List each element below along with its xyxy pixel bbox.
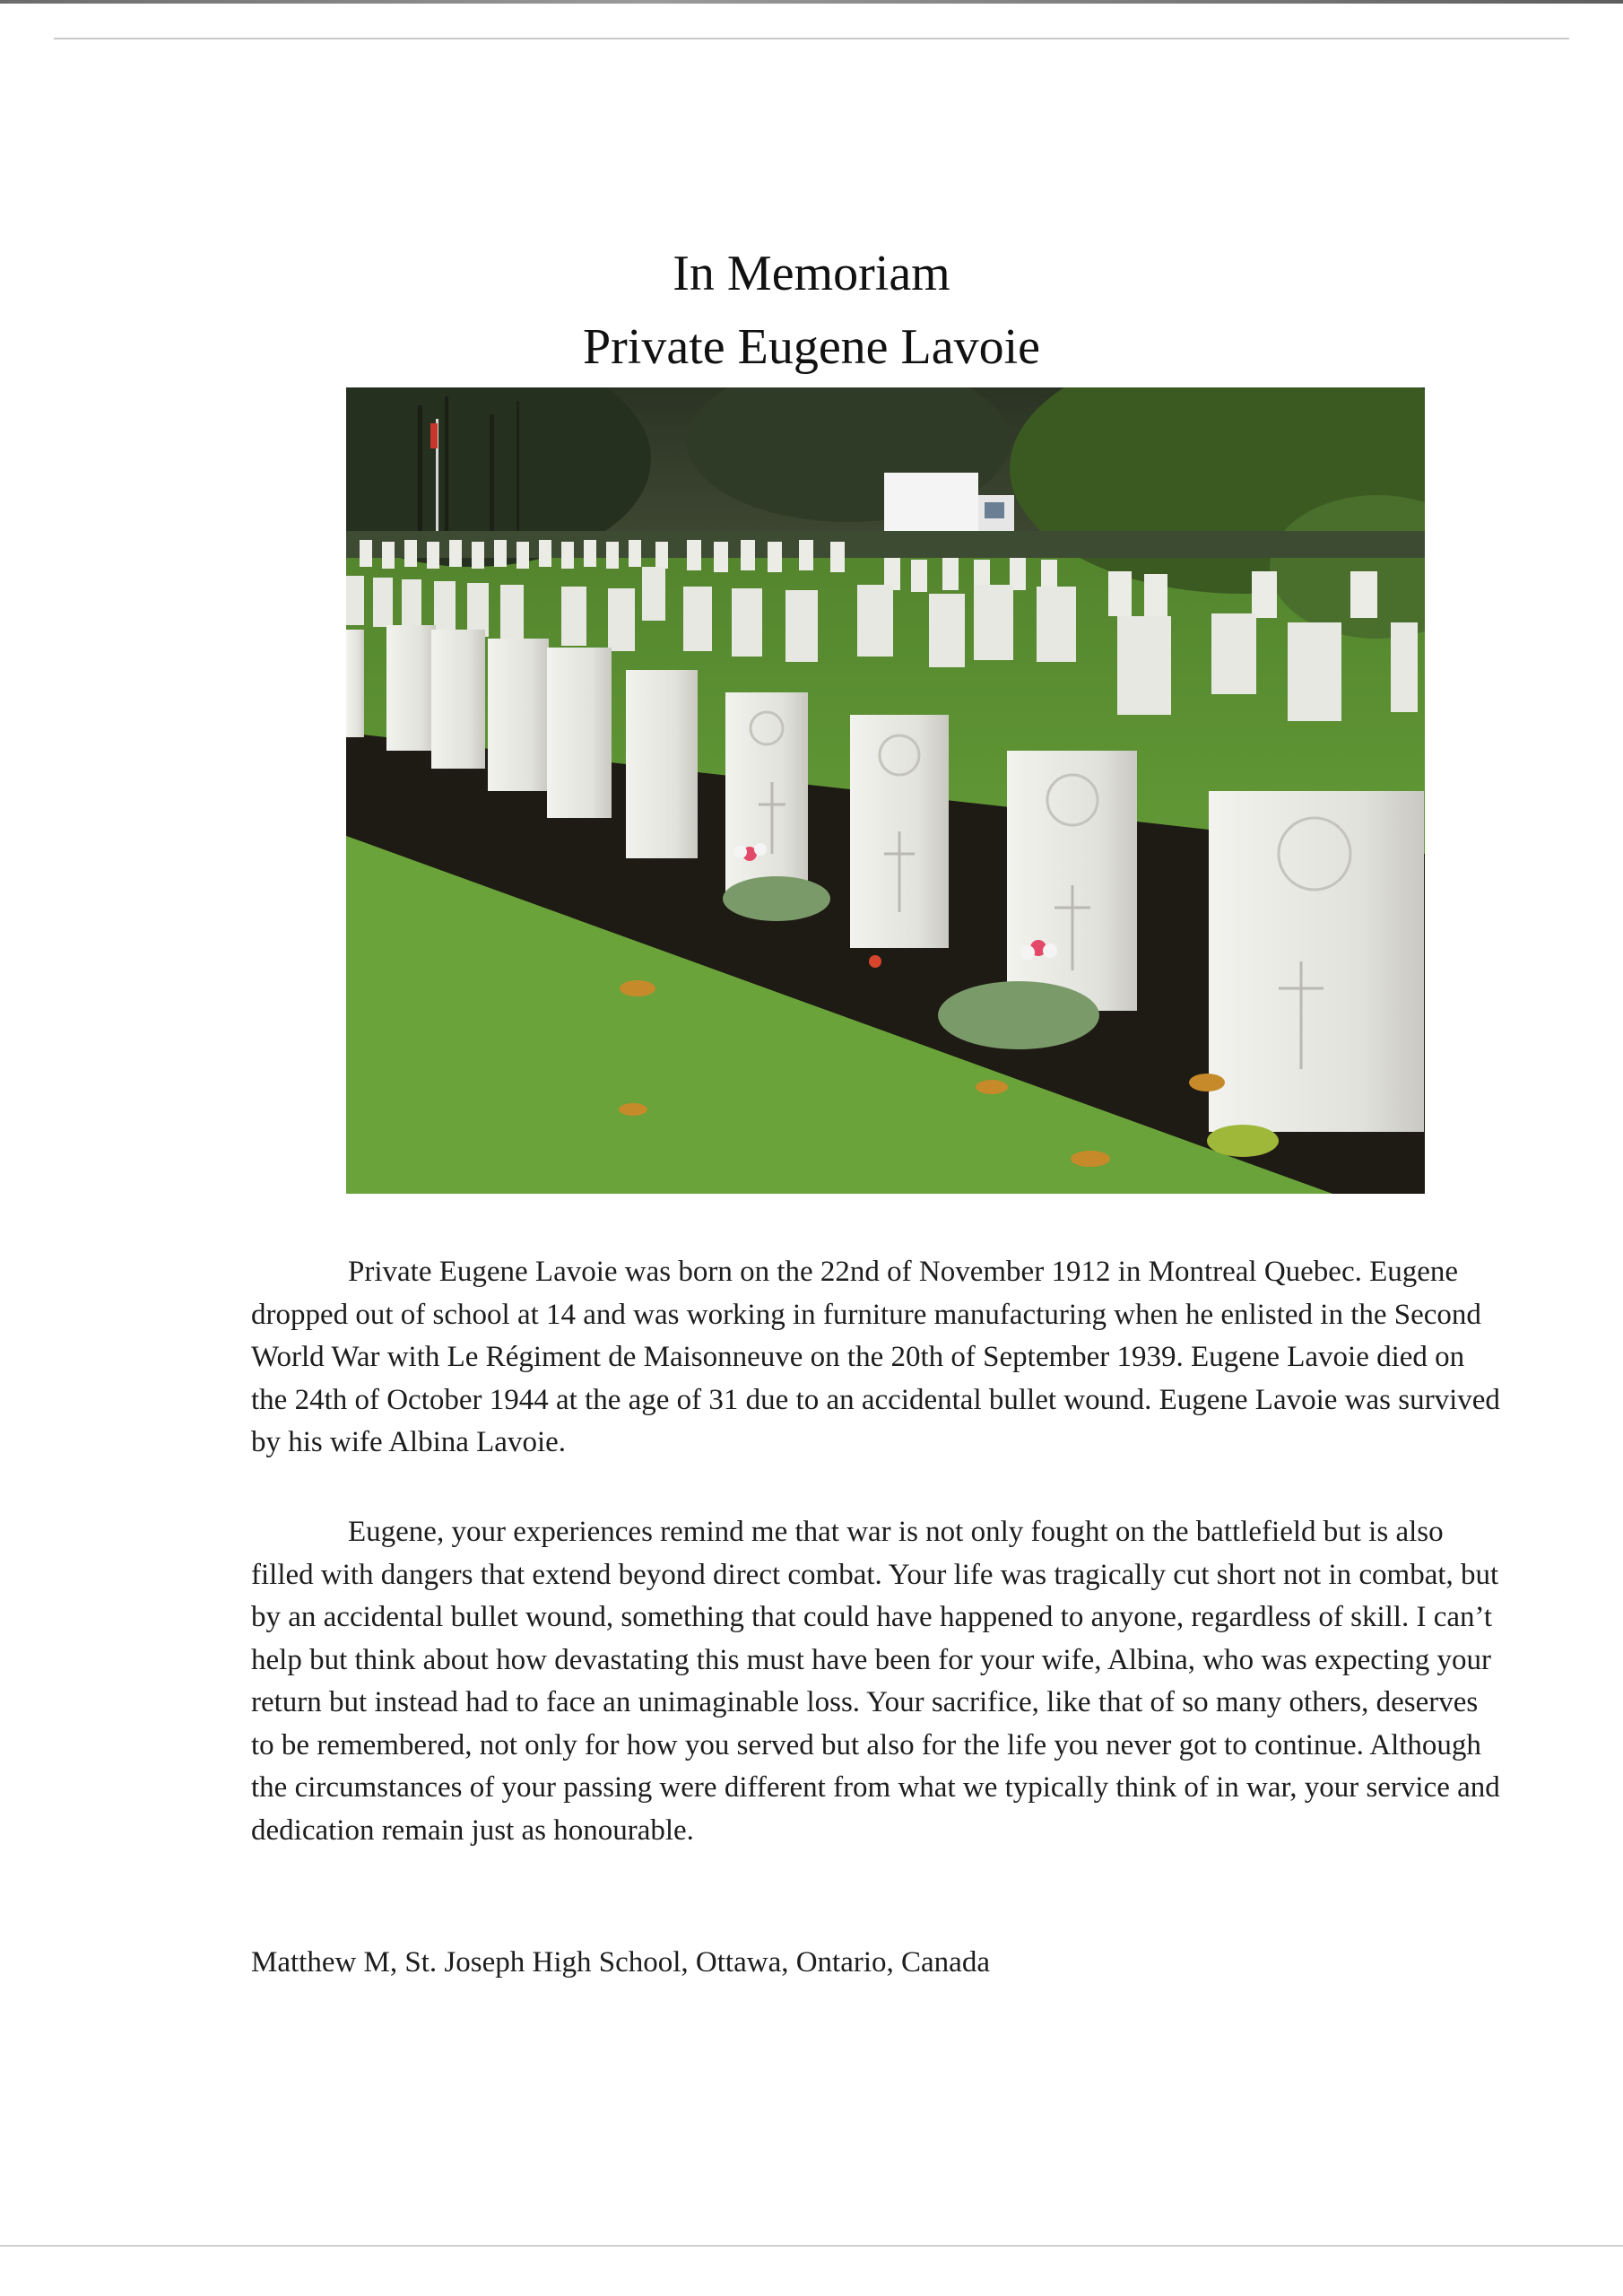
biography-paragraph: Private Eugene Lavoie was born on the 22nd of November 1912 in Montreal Quebec. Eugene dropped out of school at 14 and was working in furniture manufacturing when he enlisted in the Second World War with Le Régiment de Maisonneuve on the 20th of September 1939. Eugene Lavoie died on the 24th of October 1944 at the age of 31 due to an accidental bullet wound. Eugene Lavoie was survived by his wife Albina Lavoie. (251, 1256, 1500, 1458)
scan-edge-bottom (0, 2245, 1623, 2247)
page-subtitle: Private Eugene Lavoie (582, 319, 1040, 375)
cemetery-photo (346, 387, 1425, 1194)
cemetery-headstones-photo-icon (346, 387, 1425, 1194)
page-title: In Memoriam (673, 246, 950, 301)
scan-edge-top (0, 0, 1623, 4)
tribute-paragraph: Eugene, your experiences remind me that war is not only fought on the battlefield but is also filled with dangers that extend beyond direct combat. Your life was tragically cut short not in combat, but by an accidental bullet wound, something that could have happened to anyone, regardless of skill. I can’t help but think about how devastating this must have been for your wife, Albina, who was expecting your return but instead had to face an unimaginable loss. Your sacrifice, like that of so many others, deserves to be remembered, not only for how you served but also for the life you never got to continue. Although the circumstances of your passing were different from what we typically think of in war, your service and dedication remain just as honourable. (251, 1516, 1500, 1847)
scan-edge-line (54, 38, 1569, 39)
author-signature: Matthew M, St. Joseph High School, Ottawa, Ontario, Canada (251, 1946, 990, 1979)
